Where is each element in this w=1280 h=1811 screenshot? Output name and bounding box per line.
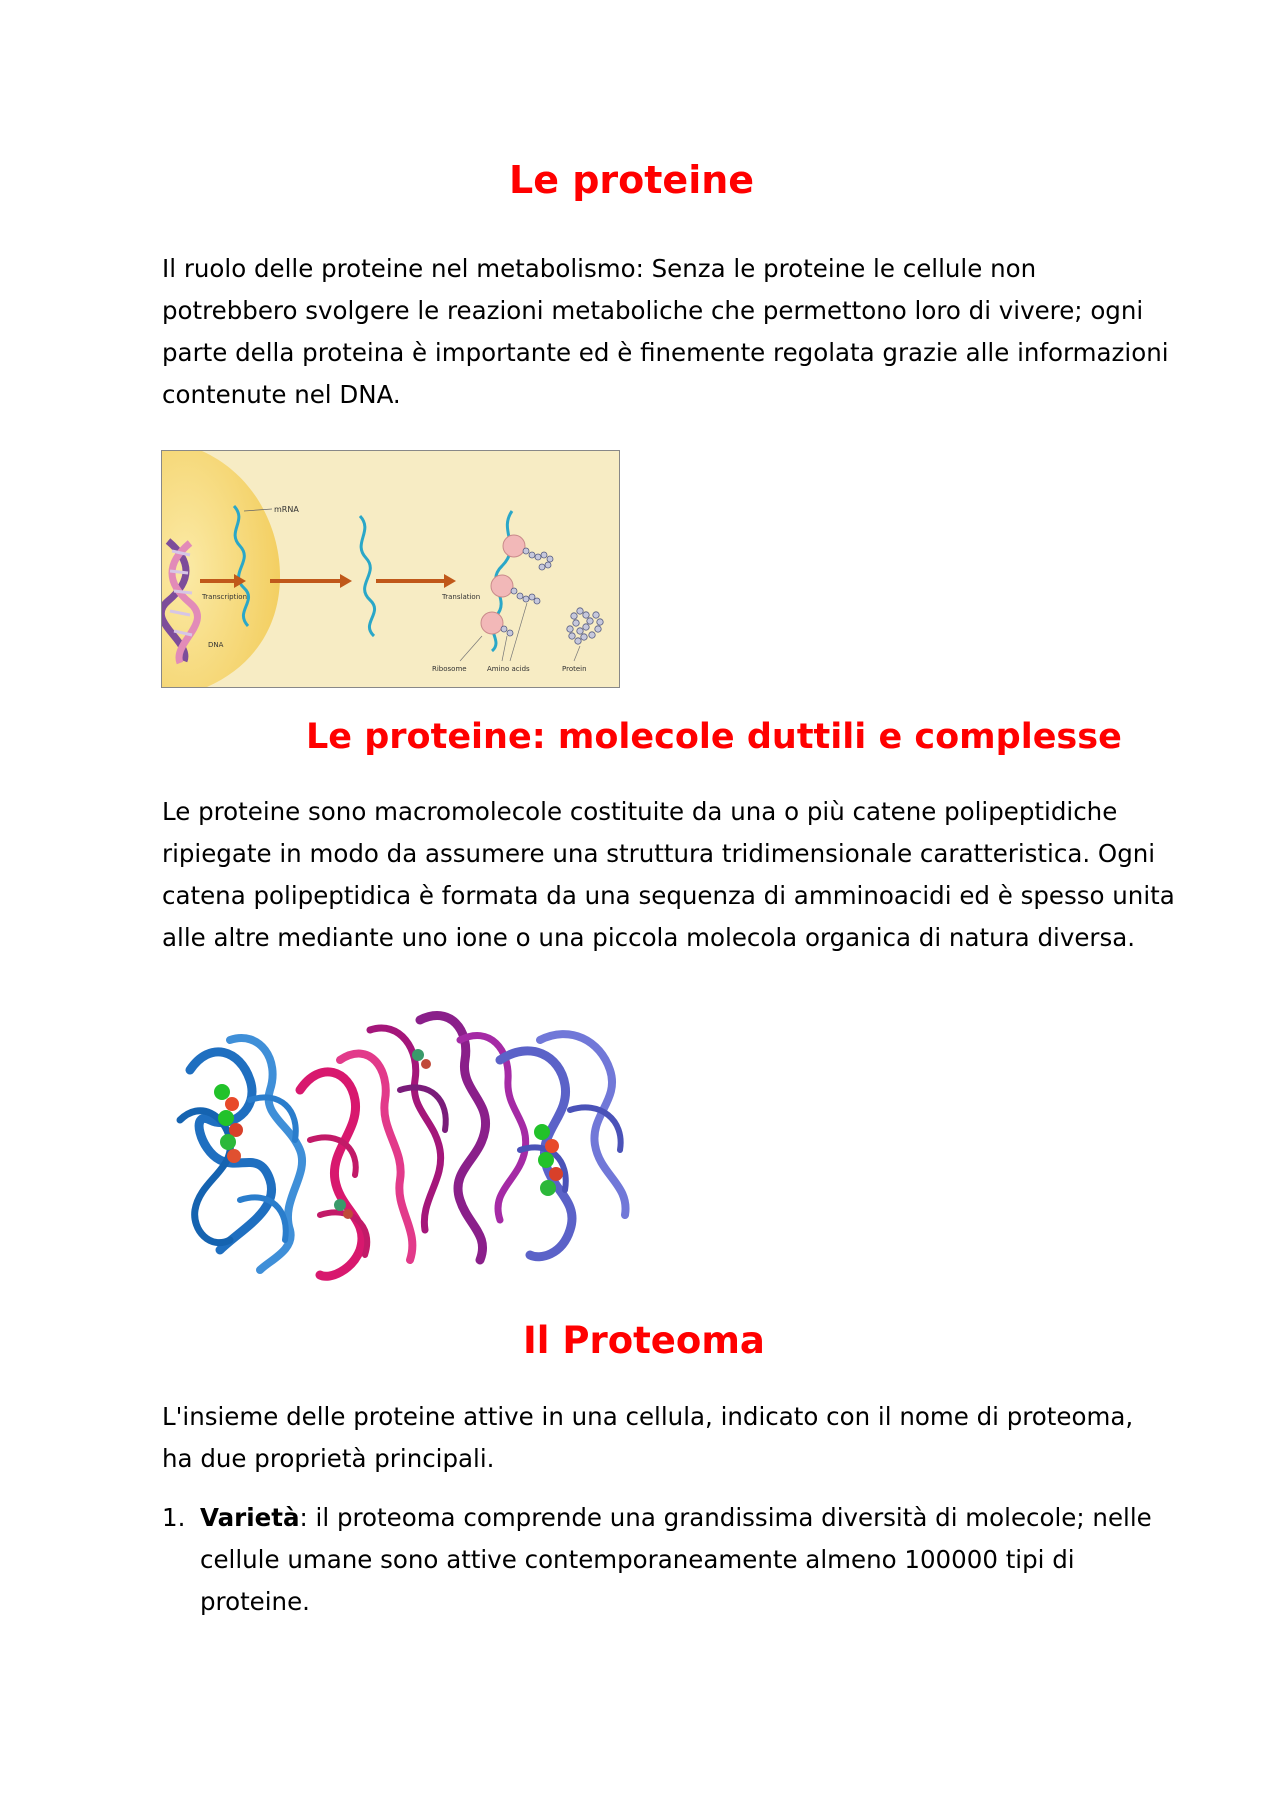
text-line: proteine. [200,1587,310,1616]
text-line: alle altre mediante uno ione o una piccola molecola organica di natura diversa. [162,923,1136,952]
protein-synthesis-figure [161,450,620,688]
page-title: Le proteine [509,158,755,202]
text-line: Le proteine sono macromolecole costituite da una o più catene polipeptidiche [162,797,1118,826]
dna-label: DNA [208,641,224,649]
text-line: Il ruolo delle proteine nel metabolismo: Senza le proteine le cellule non [162,254,1037,283]
list-number: 1. [162,1503,186,1532]
intro-paragraph [162,248,1172,416]
list-item-term: Varietà [200,1503,300,1532]
list-item [162,1497,1172,1623]
text-line: cellule umane sono attive contemporaneamente almeno 100000 tipi di [200,1545,1075,1574]
slate-blue-chain-ribbons [500,1034,626,1257]
mrna-label: mRNA [274,505,299,514]
text-line: L'insieme delle proteine attive in una cellula, indicato con il nome di proteoma, [162,1402,1134,1431]
text-line: parte della proteina è importante ed è finemente regolata grazie alle informazioni [162,338,1169,367]
section-paragraph [162,791,1175,959]
amino-acids-label: Amino acids [487,665,530,673]
list-item-text: : il proteoma comprende una grandissima diversità di molecole; nelle [299,1503,1152,1532]
text-line: ha due proprietà principali. [162,1444,495,1473]
protein-synthesis-diagram [162,451,619,687]
text-line: catena polipeptidica è formata da una sequenza di amminoacidi ed è spesso unita [162,881,1175,910]
protein-structure-figure [170,1000,650,1290]
section-heading: Le proteine: molecole duttili e complesse [306,717,1122,757]
protein-ribbon-structure [170,1000,650,1290]
section-paragraph [162,1396,1172,1480]
text-line [200,1497,1172,1539]
blue-chain-ribbons [180,1038,302,1270]
properties-list [162,1497,1172,1623]
magenta-chain-ribbons [300,1028,441,1276]
ribosome-label: Ribosome [432,665,467,673]
text-line: ripiegate in modo da assumere una struttura tridimensionale caratteristica. Ogni [162,839,1156,868]
protein-label: Protein [562,665,587,673]
transcription-label: Transcription [202,593,248,601]
list-item-body [200,1497,1172,1623]
text-line: potrebbero svolgere le reazioni metaboliche che permettono loro di vivere; ogni [162,296,1144,325]
translation-label: Translation [442,593,481,601]
section-heading: Il Proteoma [523,1319,765,1362]
text-line: contenute nel DNA. [162,380,401,409]
